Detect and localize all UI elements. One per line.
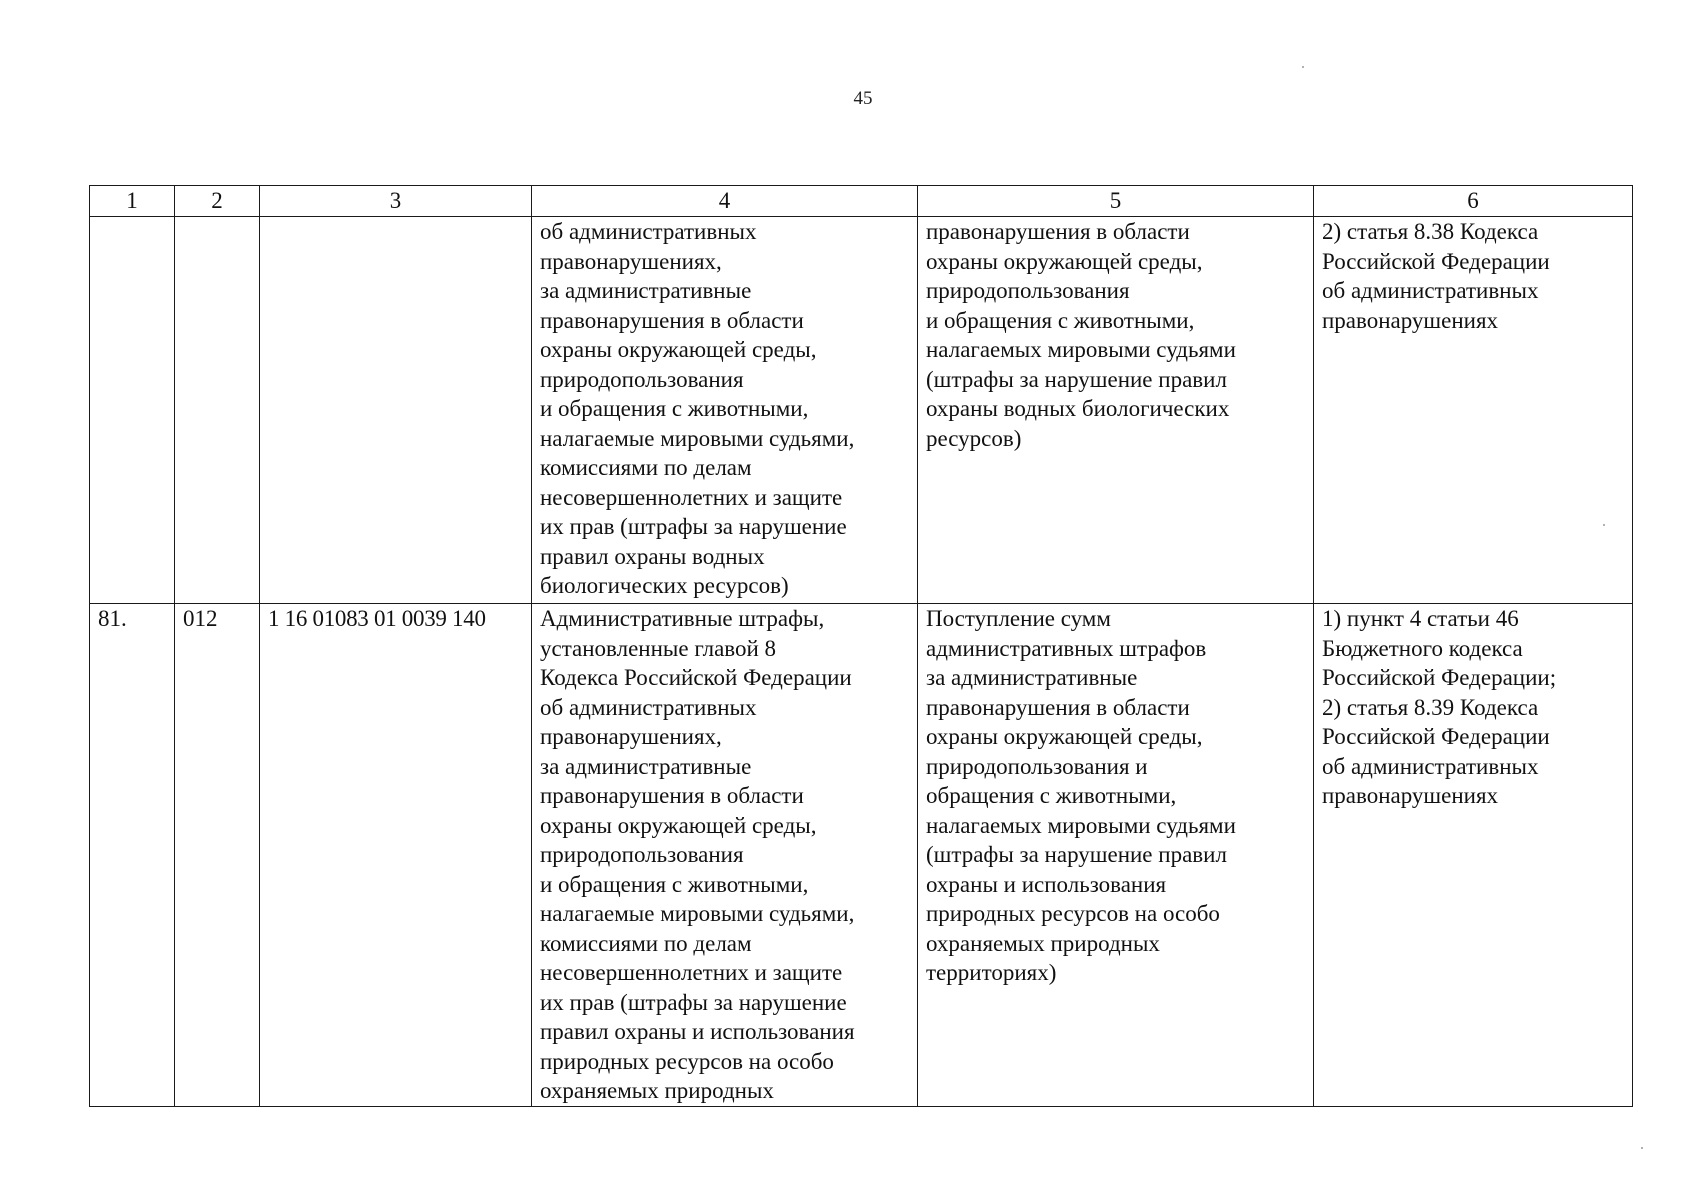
- text-line: природных ресурсов на особо: [926, 901, 1220, 926]
- text-line: налагаемые мировыми судьями,: [540, 425, 855, 451]
- text-line: правил охраны водных: [540, 543, 765, 569]
- row-number-cell: [90, 217, 175, 604]
- text-line: Кодекса Российской Федерации: [540, 665, 852, 690]
- text-line: комиссиями по делам: [540, 455, 752, 480]
- text-line: налагаемые мировыми судьями,: [540, 901, 855, 926]
- text-line: 1) пункт 4 статьи 46: [1322, 606, 1519, 631]
- text-line: ресурсов): [926, 425, 1022, 451]
- text-line: правонарушения в области: [540, 783, 804, 808]
- text-line: правонарушениях: [1322, 783, 1499, 808]
- table-row: [90, 604, 1633, 1107]
- text-line: территориях): [926, 960, 1057, 985]
- text-line: их прав (штрафы за нарушение: [540, 514, 847, 539]
- text-line: и обращения с животными,: [926, 307, 1195, 333]
- text-line: 2) статья 8.38 Кодекса: [1322, 219, 1539, 244]
- text-line: об административных: [1322, 753, 1539, 779]
- text-line: несовершеннолетних и защите: [540, 484, 843, 510]
- text-line: налагаемых мировыми судьями: [926, 337, 1236, 362]
- text-line: природопользования и: [926, 753, 1148, 779]
- text-line: несовершеннолетних и защите: [540, 960, 843, 985]
- scan-speck: [1603, 524, 1605, 526]
- table-body: [90, 217, 1633, 1107]
- income-name-cell: [532, 604, 918, 1107]
- header-col-2: 2: [175, 186, 260, 217]
- text-line: природных ресурсов на особо: [540, 1048, 834, 1074]
- text-line: охраняемых природных: [540, 1078, 774, 1103]
- text-line: и обращения с животными,: [540, 871, 809, 897]
- budget-revenue-table: [89, 185, 1633, 1107]
- table-row: [90, 217, 1633, 604]
- legal-basis-cell: [1314, 604, 1633, 1107]
- text-line: за административные: [540, 278, 752, 303]
- header-row: [90, 186, 1633, 217]
- header-col-3: 3: [260, 186, 532, 217]
- text-line: правонарушениях,: [540, 248, 722, 274]
- kbk-code-cell: 1 16 01083 01 0039 140: [260, 604, 532, 1107]
- text-line: правонарушения в области: [926, 694, 1190, 720]
- row-number-cell: 81.: [90, 604, 175, 1107]
- text-line: об административных: [540, 694, 757, 720]
- header-col-1: 1: [90, 186, 175, 217]
- text-line: административных штрафов: [926, 635, 1207, 661]
- text-line: охраны окружающей среды,: [926, 724, 1203, 749]
- income-name-cell: [532, 217, 918, 604]
- text-line: налагаемых мировыми судьями: [926, 812, 1236, 838]
- text-line: природопользования: [540, 842, 744, 867]
- text-line: за административные: [540, 753, 752, 779]
- scan-speck: [1641, 1147, 1643, 1149]
- text-line: природопользования: [926, 278, 1130, 303]
- text-line: Российской Федерации: [1322, 248, 1550, 274]
- text-line: биологических ресурсов): [540, 573, 789, 598]
- text-line: охраны окружающей среды,: [540, 812, 817, 838]
- text-line: (штрафы за нарушение правил: [926, 842, 1227, 867]
- text-line: правонарушениях,: [540, 724, 722, 749]
- text-line: охраняемых природных: [926, 930, 1160, 956]
- text-line: и обращения с животными,: [540, 396, 809, 421]
- admin-code-cell: [175, 217, 260, 604]
- text-line: Российской Федерации: [1322, 724, 1550, 749]
- text-line: за административные: [926, 665, 1138, 690]
- text-line: охраны окружающей среды,: [926, 248, 1203, 274]
- text-line: правонарушения в области: [540, 307, 804, 333]
- text-line: об административных: [1322, 278, 1539, 303]
- page-number: 45: [853, 88, 873, 109]
- header-col-5: 5: [918, 186, 1314, 217]
- text-line: установленные главой 8: [540, 635, 777, 661]
- admin-code-cell: 012: [175, 604, 260, 1107]
- header-col-4: 4: [532, 186, 918, 217]
- text-line: 2) статья 8.39 Кодекса: [1322, 694, 1539, 720]
- text-line: (штрафы за нарушение правил: [926, 366, 1227, 392]
- text-line: природопользования: [540, 366, 744, 392]
- text-line: комиссиями по делам: [540, 930, 752, 956]
- text-line: правонарушениях: [1322, 307, 1499, 333]
- kbk-code-cell: [260, 217, 532, 604]
- table-header: [90, 186, 1633, 217]
- text-line: об административных: [540, 219, 757, 244]
- legal-basis-cell: [1314, 217, 1633, 604]
- text-line: Российской Федерации;: [1322, 665, 1557, 690]
- income-description-cell: [918, 604, 1314, 1107]
- scan-speck: [1302, 66, 1304, 68]
- header-col-6: 6: [1314, 186, 1633, 217]
- text-line: охраны водных биологических: [926, 396, 1230, 421]
- text-line: Поступление сумм: [926, 606, 1111, 631]
- text-line: правонарушения в области: [926, 219, 1190, 244]
- text-line: Бюджетного кодекса: [1322, 635, 1523, 661]
- text-line: охраны окружающей среды,: [540, 337, 817, 362]
- text-line: обращения с животными,: [926, 783, 1177, 808]
- text-line: охраны и использования: [926, 871, 1167, 897]
- text-line: их прав (штрафы за нарушение: [540, 989, 847, 1015]
- income-description-cell: [918, 217, 1314, 604]
- text-line: Административные штрафы,: [540, 606, 825, 631]
- text-line: правил охраны и использования: [540, 1019, 855, 1044]
